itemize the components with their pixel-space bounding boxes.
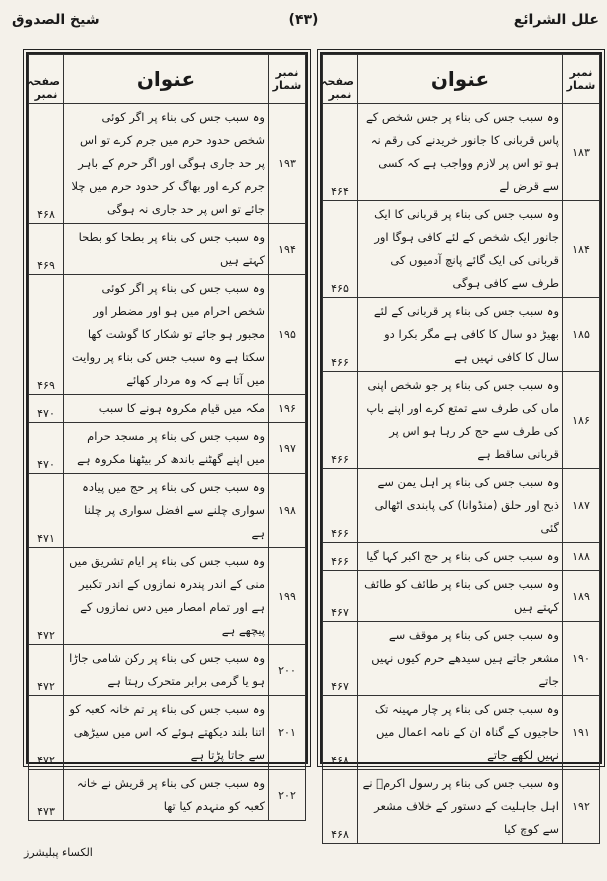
entry-number: ۱۸۵ bbox=[563, 298, 600, 372]
entry-page-number: ۴۶۴ bbox=[323, 104, 358, 201]
entry-number: ۱۹۹ bbox=[269, 548, 306, 645]
table-row bbox=[323, 372, 600, 469]
entry-title: وہ سبب جس کی بناء پر حج اکبر کہا گیا bbox=[358, 543, 563, 571]
entry-title: وہ سبب جس کی بناء پر بطحا کو بطحا کہتے ہیں bbox=[64, 224, 269, 275]
entry-number: ۱۹۵ bbox=[269, 275, 306, 395]
entry-title: وہ سبب جس کی بناء پر قربانی کا ایک جانور ایک شخص کے لئے کافی ہوگا اور قربانی کی ایک گائے پانچ آدمیوں کی طرف سے کافی ہوگی bbox=[358, 201, 563, 298]
left-table-body bbox=[29, 104, 306, 821]
table-row bbox=[323, 622, 600, 696]
table-row bbox=[323, 543, 600, 571]
entry-page-number: ۴۶۷ bbox=[323, 571, 358, 622]
entry-title: وہ سبب جس کی بناء پر موقف سے مشعر جاتے ہیں سیدھے حرم کیوں نہیں جاتے bbox=[358, 622, 563, 696]
entry-page-number: ۴۶۷ bbox=[323, 622, 358, 696]
table-row bbox=[29, 770, 306, 821]
header-number: نمبر شمار bbox=[269, 55, 306, 104]
entry-title: وہ سبب جس کی بناء پر چار مہینہ تک حاجیوں کے گناہ ان کے نامہ اعمال میں نہیں لکھے جاتے bbox=[358, 696, 563, 770]
entry-number: ۱۹۱ bbox=[563, 696, 600, 770]
table-row bbox=[29, 548, 306, 645]
page-header bbox=[0, 10, 607, 40]
entry-page-number: ۴۶۶ bbox=[323, 372, 358, 469]
entry-page-number: ۴۶۹ bbox=[29, 224, 64, 275]
table-row bbox=[29, 275, 306, 395]
header-title: عنوان bbox=[64, 55, 269, 104]
entry-page-number: ۴۷۳ bbox=[29, 770, 64, 821]
book-title: علل الشرائع bbox=[513, 12, 599, 28]
entry-title: وہ سبب جس کی بناء پر اہل یمن سے ذبح اور حلق (منڈوانا) کی پابندی اٹھالی گئی bbox=[358, 469, 563, 543]
entry-title: وہ سبب جس کی بناء پر قریش نے خانہ کعبہ کو منہدم کیا تھا bbox=[64, 770, 269, 821]
entry-page-number: ۴۶۸ bbox=[29, 104, 64, 224]
entry-page-number: ۴۷۰ bbox=[29, 423, 64, 474]
author-title: شیخ الصدوق bbox=[12, 12, 100, 28]
entry-page-number: ۴۷۰ bbox=[29, 395, 64, 423]
entry-number: ۱۸۴ bbox=[563, 201, 600, 298]
entry-number: ۱۹۳ bbox=[269, 104, 306, 224]
table-row bbox=[29, 224, 306, 275]
right-column-table bbox=[320, 52, 602, 841]
publisher-footer: الکساء پبلیشرز bbox=[24, 846, 93, 859]
page-number: (۴۳) bbox=[288, 12, 319, 28]
entry-page-number: ۴۶۶ bbox=[323, 543, 358, 571]
entry-title: وہ سبب جس کی بناء پر مسجد حرام میں اپنے گھٹنے باندھ کر بیٹھنا مکروہ ہے bbox=[64, 423, 269, 474]
header-page: صفحہ نمبر bbox=[323, 55, 358, 104]
entry-title: وہ سبب جس کی بناء پر حج میں پیادہ سواری چلنے سے افضل سواری پر چلنا ہے bbox=[64, 474, 269, 548]
entry-title: وہ سبب جس کی بناء پر اگر کوئی شخص احرام میں ہو اور مضطر اور مجبور ہو جائے تو شکار کا گوشت کھا سکتا ہے وہ سبب جس کی بناء پر روایت میں آتا ہے کہ وہ مردار کھائے bbox=[64, 275, 269, 395]
entry-title: وہ سبب جس کی بناء پر جس شخص کے پاس قربانی کا جانور خریدنے کی رقم نہ ہو تو اس پر لازم وواجب ہے کہ کسی سے قرض لے bbox=[358, 104, 563, 201]
entry-page-number: ۴۷۲ bbox=[29, 645, 64, 696]
header-page: صفحہ نمبر bbox=[29, 55, 64, 104]
entry-page-number: ۴۶۶ bbox=[323, 298, 358, 372]
entry-number: ۲۰۰ bbox=[269, 645, 306, 696]
table-row bbox=[29, 645, 306, 696]
entry-page-number: ۴۷۱ bbox=[29, 474, 64, 548]
entry-number: ۱۹۷ bbox=[269, 423, 306, 474]
entry-page-number: ۴۶۸ bbox=[323, 770, 358, 844]
entry-title: وہ سبب جس کی بناء پر رسول اکرمؐ نے اہل جاہلیت کے دستور کے خلاف مشعر سے کوچ کیا bbox=[358, 770, 563, 844]
header-number: نمبر شمار bbox=[563, 55, 600, 104]
entry-number: ۱۹۰ bbox=[563, 622, 600, 696]
entry-title: وہ سبب جس کی بناء پر طائف کو طائف کہتے ہیں bbox=[358, 571, 563, 622]
entry-title: وہ سبب جس کی بناء پر اگر کوئی شخص حدود حرم میں جرم کرے تو اس پر حد جاری ہوگی اور اگر حرم کے باہر جرم کرے اور بھاگ کر حدود حرم میں چلا جائے تو اس پر حد جاری نہ ہوگی bbox=[64, 104, 269, 224]
table-row bbox=[29, 423, 306, 474]
entry-title: وہ سبب جس کی بناء پر جو شخص اپنی ماں کی طرف سے تمتع کرے اور اپنے باپ کی طرف سے حج کر رہا ہو اس پر قربانی ساقط ہے bbox=[358, 372, 563, 469]
table-row bbox=[323, 469, 600, 543]
entry-title: وہ سبب جس کی بناء پر رکن شامی جاڑا ہو یا گرمی برابر متحرک رہتا ہے bbox=[64, 645, 269, 696]
entry-number: ۱۸۸ bbox=[563, 543, 600, 571]
entry-page-number: ۴۷۲ bbox=[29, 696, 64, 770]
entry-title: وہ سبب جس کی بناء پر تم خانہ کعبہ کو اتنا بلند دیکھتے ہوئے کہ اس میں سیڑھی سے جاتا پڑتا ہے bbox=[64, 696, 269, 770]
entry-number: ۱۸۳ bbox=[563, 104, 600, 201]
entry-title: مکہ میں قیام مکروہ ہونے کا سبب bbox=[64, 395, 269, 423]
entry-number: ۱۹۲ bbox=[563, 770, 600, 844]
entry-page-number: ۴۶۶ bbox=[323, 469, 358, 543]
entry-page-number: ۴۶۸ bbox=[323, 696, 358, 770]
entry-page-number: ۴۷۲ bbox=[29, 548, 64, 645]
table-row bbox=[29, 696, 306, 770]
table-row bbox=[323, 201, 600, 298]
left-column-table bbox=[26, 52, 308, 818]
entry-number: ۱۹۶ bbox=[269, 395, 306, 423]
right-table-body bbox=[323, 104, 600, 844]
entry-number: ۱۹۸ bbox=[269, 474, 306, 548]
entry-number: ۱۸۷ bbox=[563, 469, 600, 543]
table-row bbox=[323, 696, 600, 770]
entry-page-number: ۴۶۵ bbox=[323, 201, 358, 298]
header-title: عنوان bbox=[358, 55, 563, 104]
table-row bbox=[323, 770, 600, 844]
table-row bbox=[323, 298, 600, 372]
table-row bbox=[29, 104, 306, 224]
entry-number: ۲۰۱ bbox=[269, 696, 306, 770]
table-row bbox=[29, 395, 306, 423]
entry-number: ۲۰۲ bbox=[269, 770, 306, 821]
table-row bbox=[323, 571, 600, 622]
entry-number: ۱۸۶ bbox=[563, 372, 600, 469]
entry-page-number: ۴۶۹ bbox=[29, 275, 64, 395]
entry-number: ۱۹۴ bbox=[269, 224, 306, 275]
table-row bbox=[323, 104, 600, 201]
entry-title: وہ سبب جس کی بناء پر قربانی کے لئے بھیڑ دو سال کا کافی ہے مگر بکرا دو سال کا کافی نہیں ہے bbox=[358, 298, 563, 372]
table-row bbox=[29, 474, 306, 548]
entry-title: وہ سبب جس کی بناء پر ایام تشریق میں منی کے اندر پندرہ نمازوں کے اندر تکبیر ہے اور تمام امصار میں دس نمازوں کے پیچھے ہے bbox=[64, 548, 269, 645]
entry-number: ۱۸۹ bbox=[563, 571, 600, 622]
